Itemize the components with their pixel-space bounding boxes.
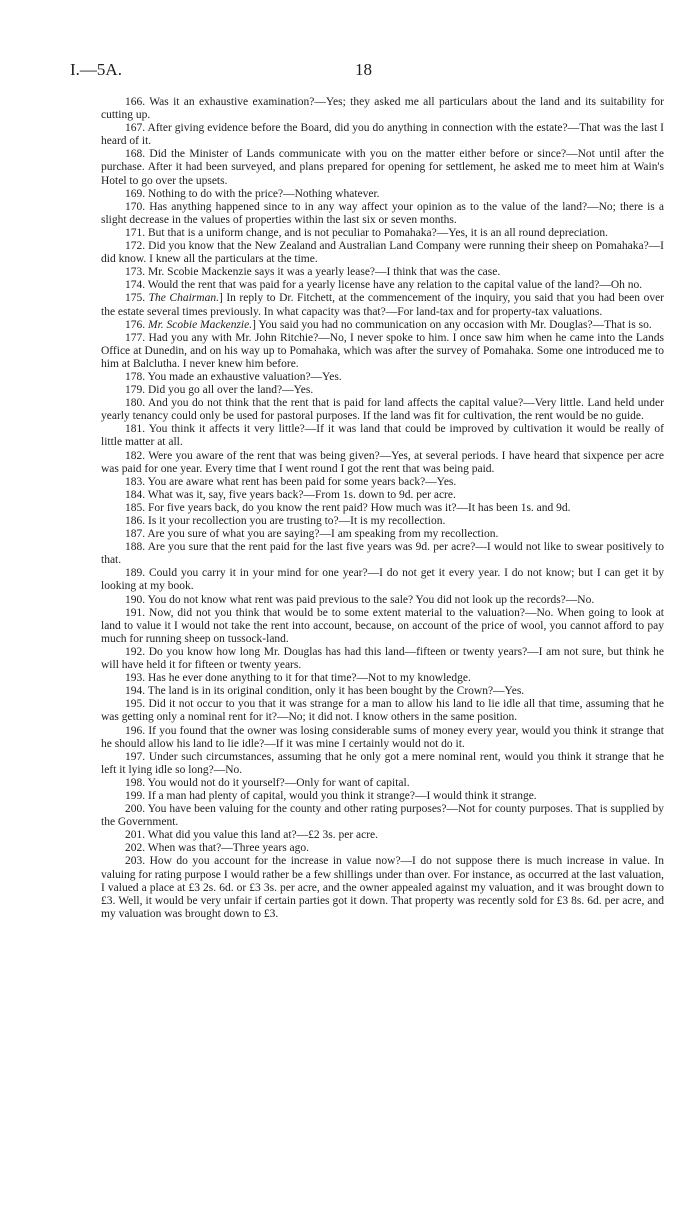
question-answer-paragraph: [101, 266, 664, 279]
question-answer-paragraph: [101, 423, 664, 449]
paragraph-text: 189. Could you carry it in your mind for one year?—I do not get it every year. I do not know; but I can get it by looking at my book.: [101, 567, 664, 593]
question-answer-paragraph: [101, 855, 664, 920]
paragraph-text: 182. Were you aware of the rent that was being given?—Yes, at several periods. I have heard that sixpence per acre was paid for one year. Every time that I went round I got the rent that was being paid.: [101, 449, 664, 475]
question-answer-paragraph: [101, 188, 664, 201]
question-answer-paragraph: [101, 502, 664, 515]
question-answer-paragraph: [101, 567, 664, 593]
question-answer-paragraph: [101, 803, 664, 829]
question-number: 176.: [125, 318, 148, 331]
question-answer-paragraph: [101, 725, 664, 751]
question-answer-paragraph: [101, 122, 664, 148]
question-answer-paragraph: [101, 829, 664, 842]
paragraph-text: 193. Has he ever done anything to it for that time?—Not to my knowledge.: [125, 672, 471, 685]
paragraph-text: 187. Are you sure of what you are saying?—I am speaking from my recollection.: [125, 528, 499, 541]
paragraph-text: 184. What was it, say, five years back?—From 1s. down to 9d. per acre.: [125, 488, 456, 501]
paragraph-text: 197. Under such circumstances, assuming that he only got a mere nominal rent, would you think it strange that he left it lying idle so long?—No.: [101, 750, 664, 776]
paragraph-text: 199. If a man had plenty of capital, would you think it strange?—I would think it strange.: [125, 789, 537, 802]
paragraph-text: 174. Would the rent that was paid for a yearly license have any relation to the capital value of the land?—Oh no.: [125, 279, 643, 292]
paragraph-text: 186. Is it your recollection you are trusting to?—It is my recollection.: [125, 515, 446, 527]
paragraph-text: 201. What did you value this land at?—£2 3s. per acre.: [125, 829, 379, 842]
paragraph-text: 173. Mr. Scobie Mackenzie says it was a yearly lease?—I think that was the case.: [125, 266, 501, 279]
question-answer-paragraph: [101, 646, 664, 672]
question-answer-paragraph: [101, 384, 664, 397]
question-answer-paragraph: [101, 476, 664, 489]
paragraph-text: 179. Did you go all over the land?—Yes.: [125, 384, 314, 397]
question-answer-paragraph: [101, 292, 664, 318]
question-answer-paragraph: [101, 777, 664, 790]
question-answer-paragraph: [101, 528, 664, 541]
page-number: 18: [355, 60, 372, 79]
question-answer-paragraph: [101, 594, 664, 607]
paragraph-text: 171. But that is a uniform change, and is not peculiar to Pomahaka?—Yes, it is an all round depreciation.: [125, 226, 609, 239]
paragraph-text: 191. Now, did not you think that would be to some extent material to the valuation?—No. When going to look at land to value it I would not take the rent into account, because, on account of the price of wool, you cannot afford to pay much for running sheep on tussock-land.: [101, 606, 664, 645]
paragraph-text: 169. Nothing to do with the price?—Nothing whatever.: [125, 187, 380, 200]
paragraph-text: 166. Was it an exhaustive examination?—Yes; they asked me all particulars about the land and its suitability for cutting up.: [101, 96, 664, 122]
paragraph-text: 167. After giving evidence before the Board, did you do anything in connection with the estate?—That was the last I heard of it.: [101, 122, 664, 148]
question-answer-paragraph: [101, 371, 664, 384]
paragraph-text: 190. You do not know what rent was paid previous to the sale? You did not look up the records?—No.: [125, 593, 595, 606]
speaker-name: Mr. Scobie Mackenzie.: [148, 318, 253, 331]
paragraph-text: 196. If you found that the owner was losing considerable sums of money every year, would you think it strange that he should allow his land to lie idle?—If it was mine I certainly would not do it.: [101, 724, 664, 750]
question-answer-paragraph: [101, 279, 664, 292]
question-answer-paragraph: [101, 227, 664, 240]
question-answer-paragraph: [101, 672, 664, 685]
question-answer-paragraph: [101, 541, 664, 567]
paragraph-text: 200. You have been valuing for the county and other rating purposes?—Not for county purposes. That is supplied by the Government.: [101, 803, 664, 829]
page-header: [70, 60, 664, 80]
question-answer-paragraph: [101, 489, 664, 502]
paragraph-text: 194. The land is in its original condition, only it has been bought by the Crown?—Yes.: [125, 685, 525, 698]
paragraph-text: 192. Do you know how long Mr. Douglas has had this land—fifteen or twenty years?—I am not sure, but think he will have held it for fifteen or twenty years.: [101, 645, 664, 672]
paragraph-text: 177. Had you any with Mr. John Ritchie?—No, I never spoke to him. I once saw him when he came into the Lands Office at Dunedin, and on his way up to Pomahaka, which was after the survey of Pomahaka. Some one introduced me to him at Balclutha. I never knew him before.: [101, 331, 664, 370]
paragraph-text: 202. When was that?—Three years ago.: [125, 842, 310, 855]
question-answer-paragraph: [101, 319, 664, 332]
paragraph-text: 168. Did the Minister of Lands communicate with you on the matter either before or since?—Not until after the purchase. After it had been surveyed, and plans prepared for opening for settlement, he asked me to meet him at Wain's Hotel to go over the upsets.: [101, 148, 664, 187]
question-answer-paragraph: [101, 515, 664, 528]
question-answer-paragraph: [101, 240, 664, 266]
question-answer-paragraph: [101, 148, 664, 187]
question-number: 175.: [125, 292, 149, 305]
question-answer-paragraph: [101, 698, 664, 724]
paragraph-text: 195. Did it not occur to you that it was strange for a man to allow his land to lie idle all that time, assuming that he was getting only a nominal rent for it?—No; it did not. I know others in the same position.: [101, 698, 664, 724]
question-answer-paragraph: [101, 790, 664, 803]
question-answer-paragraph: [101, 450, 664, 476]
question-answer-paragraph: [101, 751, 664, 777]
document-body: [101, 96, 664, 921]
paragraph-text: 203. How do you account for the increase in value now?—I do not suppose there is much increase in value. In valuing for rating purpose I would rather be a few shillings under than over. For instance, as occurred at the last valuation, I valued a place at £3 2s. 6d. or £3 3s. per acre, and the owner appealed against my valuation, and it was brought down to £3. Well, it would be very unfair if certain parties got it down. That property was recently sold for £3 8s. 6d. per acre, and my valuation was brought down to £3.: [101, 855, 664, 920]
question-answer-paragraph: [101, 842, 664, 855]
paragraph-text: 188. Are you sure that the rent paid for the last five years was 9d. per acre?—I would not like to swear positively to that.: [101, 541, 664, 567]
question-answer-paragraph: [101, 201, 664, 227]
question-answer-paragraph: [101, 607, 664, 646]
question-answer-paragraph: [101, 397, 664, 423]
paragraph-text: ] You said you had no communication on any occasion with Mr. Douglas?—That is so.: [252, 318, 652, 331]
question-answer-paragraph: [101, 685, 664, 698]
question-answer-paragraph: [101, 96, 664, 122]
paragraph-text: 198. You would not do it yourself?—Only for want of capital.: [125, 776, 410, 789]
speaker-name: The Chairman.: [148, 292, 219, 305]
paragraph-text: 172. Did you know that the New Zealand and Australian Land Company were running their sheep on Pomahaka?—I did know. I knew all the particulars at the time.: [101, 240, 664, 266]
paragraph-text: 185. For five years back, do you know the rent paid? How much was it?—It has been 1s. and 9d.: [125, 501, 571, 514]
paragraph-text: 178. You made an exhaustive valuation?—Yes.: [125, 370, 342, 383]
paragraph-text: 181. You think it affects it very little?—If it was land that could be improved by cultivation it would be really of little matter at all.: [101, 423, 664, 449]
paragraph-text: 183. You are aware what rent has been paid for some years back?—Yes.: [125, 475, 457, 488]
paragraph-text: ] In reply to Dr. Fitchett, at the commencement of the inquiry, you said that you had been over the estate several times previously. In what capacity was that?—For land-tax and for property-tax valuations.: [101, 292, 664, 318]
document-reference: I.—5A.: [70, 60, 122, 79]
paragraph-text: 170. Has anything happened since to in any way affect your opinion as to the value of the land?—No; there is a slight decrease in the values of properties within the last six or seven months.: [101, 200, 664, 226]
paragraph-text: 180. And you do not think that the rent that is paid for land affects the capital value?—Very little. Land held under yearly tenancy could only be used for pastoral purposes. If the land was fit for cultivation, the rent would be no guide.: [101, 397, 664, 423]
question-answer-paragraph: [101, 332, 664, 371]
